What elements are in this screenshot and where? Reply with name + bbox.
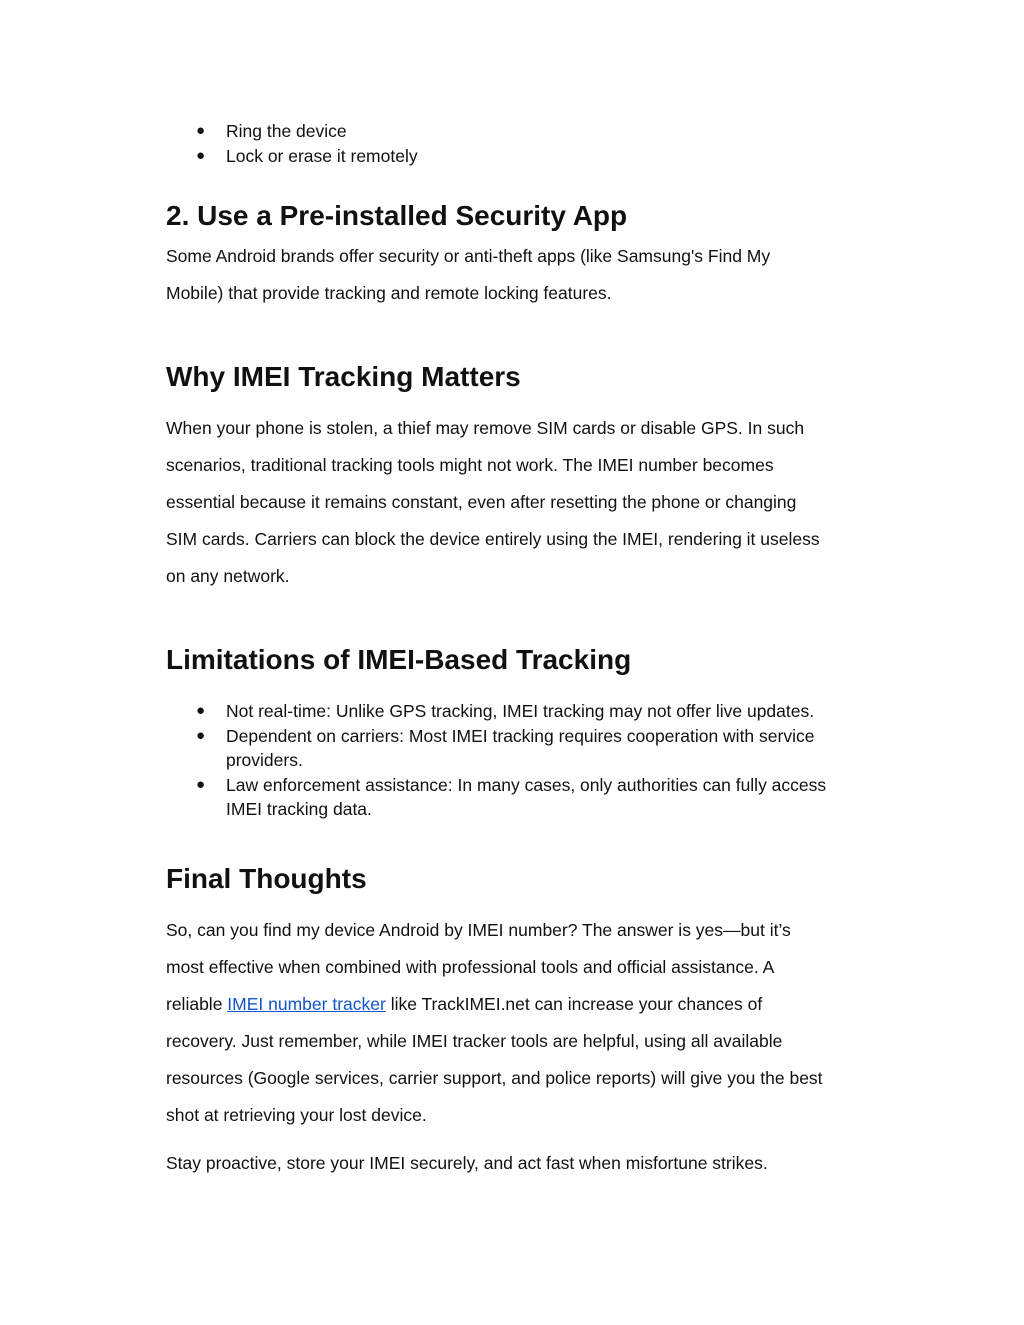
paragraph-line: When your phone is stolen, a thief may remove SIM cards or disable GPS. In such [166,418,805,438]
paragraph-line: SIM cards. Carriers can block the device entirely using the IMEI, rendering it useless [166,529,820,549]
final-thoughts-paragraph [166,912,866,1134]
bullet-icon: ● [196,775,206,793]
paragraph-line: most effective when combined with professional tools and official assistance. A [166,957,775,977]
list-item: ● Lock or erase it remotely [166,144,418,169]
closing-paragraph: Stay proactive, store your IMEI securely, and act fast when misfortune strikes. [166,1153,768,1173]
paragraph-line: Mobile) that provide tracking and remote locking features. [166,283,612,303]
bullet-icon: ● [196,702,206,719]
paragraph-line: scenarios, traditional tracking tools might not work. The IMEI number becomes [166,455,774,475]
imei-tracker-link[interactable]: IMEI number tracker [227,994,386,1014]
list-item: ● Law enforcement assistance: In many cases, only authorities can fully access IMEI tracking data. [196,774,827,819]
paragraph-line: reliable IMEI number tracker like TrackIMEI.net can increase your chances of [166,994,763,1014]
paragraph-line: recovery. Just remember, while IMEI tracker tools are helpful, using all available [166,1031,783,1051]
paragraph-line: shot at retrieving your lost device. [166,1105,427,1125]
heading-final-thoughts: Final Thoughts [166,863,367,894]
heading-security-app: 2. Use a Pre-installed Security App [166,200,628,231]
paragraph-line: essential because it remains constant, even after resetting the phone or changing [166,492,797,512]
limitations-list [166,699,826,822]
heading-limitations: Limitations of IMEI-Based Tracking [166,644,632,675]
list-item: ● Ring the device [166,119,418,144]
paragraph-line: on any network. [166,566,290,586]
bullet-icon: ● [196,726,206,744]
bullet-icon: ● [196,122,206,139]
list-item: ● Dependent on carriers: Most IMEI tracking requires cooperation with service providers. [196,725,815,770]
why-imei-paragraph [166,410,866,595]
top-bullet-list [166,119,418,168]
heading-why-imei: Why IMEI Tracking Matters [166,361,521,392]
paragraph-line: So, can you find my device Android by IMEI number? The answer is yes—but it’s [166,920,791,940]
bullet-icon: ● [196,146,206,164]
list-item: ● Not real-time: Unlike GPS tracking, IMEI tracking may not offer live updates. [166,699,826,724]
paragraph-line: resources (Google services, carrier support, and police reports) will give you the best [166,1068,823,1088]
security-app-paragraph [166,238,770,312]
paragraph-line: Some Android brands offer security or anti-theft apps (like Samsung's Find My [166,246,771,266]
